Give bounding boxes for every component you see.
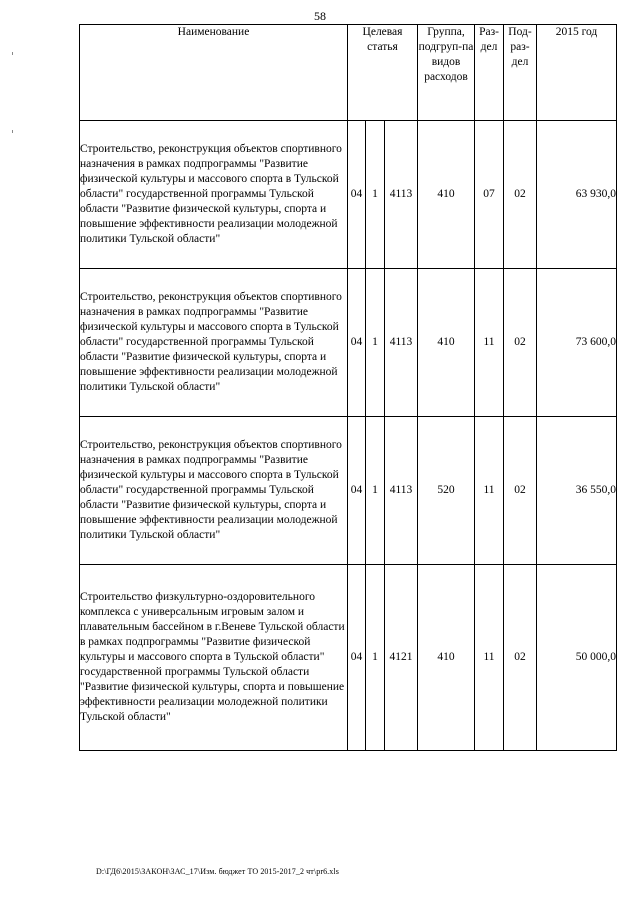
target-item-part-2: 1 bbox=[366, 565, 385, 751]
target-item-part-2: 1 bbox=[366, 121, 385, 269]
page-number: 58 bbox=[314, 9, 326, 23]
row-name: Строительство физкультурно-оздоровительного комплекса с универсальным игровым залом и плавательным бассейном в г.Веневе Тульской области в рамках подпрограммы "Развитие физической культуры и массового спорта в Тульской области" государственной программы Тульской области "Развитие физической культуры, спорта и повышение эффективности реализации молодежной политики Тульской области" bbox=[80, 565, 348, 751]
header-subsection: Под-раз-дел bbox=[504, 25, 537, 121]
margin-mark bbox=[12, 52, 13, 55]
target-item-part-2: 1 bbox=[366, 269, 385, 417]
header-name: Наименование bbox=[80, 25, 348, 121]
expense-group: 410 bbox=[418, 269, 475, 417]
section: 11 bbox=[475, 565, 504, 751]
table-header-row bbox=[80, 25, 617, 121]
file-path-footer: D:\ГД6\2015\ЗАКОН\ЗАС_17\Изм. бюджет ТО 2015-2017_2 чт\pr6.xls bbox=[96, 867, 339, 876]
target-item-part-2: 1 bbox=[366, 417, 385, 565]
table-row bbox=[80, 417, 617, 565]
header-expense-group: Группа, подгруп-па видов расходов bbox=[418, 25, 475, 121]
section: 11 bbox=[475, 417, 504, 565]
margin-mark bbox=[12, 130, 13, 133]
header-section: Раз-дел bbox=[475, 25, 504, 121]
target-item-part-3: 4113 bbox=[385, 269, 418, 417]
amount-2015: 36 550,0 bbox=[537, 417, 617, 565]
target-item-part-3: 4113 bbox=[385, 121, 418, 269]
row-name: Строительство, реконструкция объектов спортивного назначения в рамках подпрограммы "Развитие физической культуры и массового спорта в Тульской области" государственной программы Тульской области "Развитие физической культуры, спорта и повышение эффективности реализации молодежной политики Тульской области" bbox=[80, 417, 348, 565]
subsection: 02 bbox=[504, 417, 537, 565]
target-item-part-1: 04 bbox=[348, 417, 366, 565]
target-item-part-3: 4113 bbox=[385, 417, 418, 565]
subsection: 02 bbox=[504, 121, 537, 269]
section: 07 bbox=[475, 121, 504, 269]
table-row bbox=[80, 565, 617, 751]
target-item-part-3: 4121 bbox=[385, 565, 418, 751]
amount-2015: 63 930,0 bbox=[537, 121, 617, 269]
target-item-part-1: 04 bbox=[348, 269, 366, 417]
target-item-part-1: 04 bbox=[348, 565, 366, 751]
expense-group: 410 bbox=[418, 565, 475, 751]
target-item-part-1: 04 bbox=[348, 121, 366, 269]
expense-group: 410 bbox=[418, 121, 475, 269]
subsection: 02 bbox=[504, 565, 537, 751]
row-name: Строительство, реконструкция объектов спортивного назначения в рамках подпрограммы "Развитие физической культуры и массового спорта в Тульской области" государственной программы Тульской области "Развитие физической культуры, спорта и повышение эффективности реализации молодежной политики Тульской области" bbox=[80, 269, 348, 417]
expense-group: 520 bbox=[418, 417, 475, 565]
amount-2015: 73 600,0 bbox=[537, 269, 617, 417]
row-name: Строительство, реконструкция объектов спортивного назначения в рамках подпрограммы "Развитие физической культуры и массового спорта в Тульской области" государственной программы Тульской области "Развитие физической культуры, спорта и повышение эффективности реализации молодежной политики Тульской области" bbox=[80, 121, 348, 269]
header-year-2015: 2015 год bbox=[537, 25, 617, 121]
table-row bbox=[80, 269, 617, 417]
amount-2015: 50 000,0 bbox=[537, 565, 617, 751]
section: 11 bbox=[475, 269, 504, 417]
table-row bbox=[80, 121, 617, 269]
header-target-item: Целевая статья bbox=[348, 25, 418, 121]
budget-table bbox=[79, 24, 617, 751]
subsection: 02 bbox=[504, 269, 537, 417]
